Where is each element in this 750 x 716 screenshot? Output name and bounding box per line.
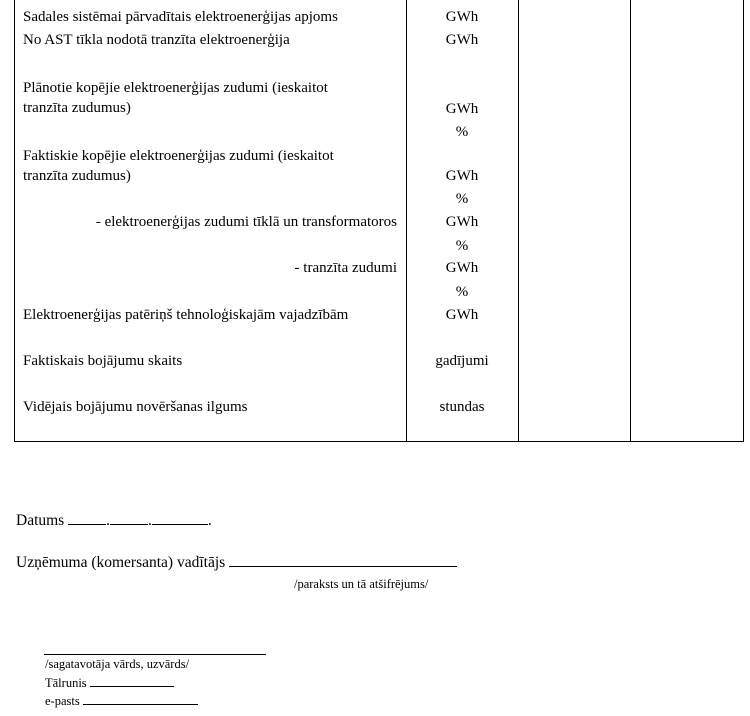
head-label: Uzņēmuma (komersanta) vadītājs xyxy=(16,554,226,571)
row-unit: GWh xyxy=(445,214,479,230)
date-line xyxy=(16,510,212,530)
row-label: Plānotie kopējie elektroenerģijas zudumi (ieskaitot xyxy=(23,80,328,96)
phone-label: Tālrunis xyxy=(45,676,87,690)
row-unit: gadījumi xyxy=(435,353,489,369)
email-line xyxy=(45,693,198,709)
row-label: No AST tīkla nodotā tranzīta elektroenerģija xyxy=(23,32,290,48)
phone-line xyxy=(45,675,174,691)
row-label: - tranzīta zudumi xyxy=(294,260,397,276)
email-label: e-pasts xyxy=(45,694,80,708)
date-year-blank[interactable] xyxy=(152,510,208,525)
row-unit-percent: % xyxy=(455,124,469,140)
row-unit: GWh xyxy=(445,101,479,117)
row-unit: GWh xyxy=(445,260,479,276)
signature-blank[interactable] xyxy=(229,552,457,567)
date-month-blank[interactable] xyxy=(110,510,148,525)
row-unit-percent: % xyxy=(455,284,469,300)
row-label-cont: tranzīta zudumus) xyxy=(23,100,131,116)
row-label: Sadales sistēmai pārvadītais elektroenerģijas apjoms xyxy=(23,9,338,25)
row-label: Vidējais bojājumu novēršanas ilgums xyxy=(23,399,248,415)
row-label: Faktiskais bojājumu skaits xyxy=(23,353,183,369)
report-table xyxy=(14,0,744,442)
date-day-blank[interactable] xyxy=(68,510,106,525)
row-label: Faktiskie kopējie elektroenerģijas zudumi (ieskaitot xyxy=(23,148,334,164)
row-unit: GWh xyxy=(445,9,479,25)
row-label-cont: tranzīta zudumus) xyxy=(23,168,131,184)
date-separator: . xyxy=(147,512,152,529)
date-separator: . xyxy=(106,512,110,529)
head-line xyxy=(16,552,457,572)
column-divider xyxy=(518,0,519,441)
row-unit: GWh xyxy=(445,307,479,323)
row-unit: GWh xyxy=(445,32,479,48)
row-unit: stundas xyxy=(439,399,485,415)
row-label: - elektroenerģijas zudumi tīklā un transformatoros xyxy=(95,214,397,230)
email-blank[interactable] xyxy=(83,693,198,705)
column-divider xyxy=(630,0,631,441)
row-unit: GWh xyxy=(445,168,479,184)
preparer-blank[interactable] xyxy=(44,654,266,655)
row-unit-percent: % xyxy=(455,238,469,254)
preparer-caption: /sagatavotāja vārds, uzvārds/ xyxy=(45,657,190,671)
row-unit-percent: % xyxy=(455,191,469,207)
date-separator: . xyxy=(207,512,212,529)
phone-blank[interactable] xyxy=(90,675,174,687)
row-label: Elektroenerģijas patēriņš tehnoloģiskajām vajadzībām xyxy=(23,307,349,323)
signature-caption: /paraksts un tā atšifrējums/ xyxy=(294,577,429,591)
date-label: Datums xyxy=(16,512,65,529)
